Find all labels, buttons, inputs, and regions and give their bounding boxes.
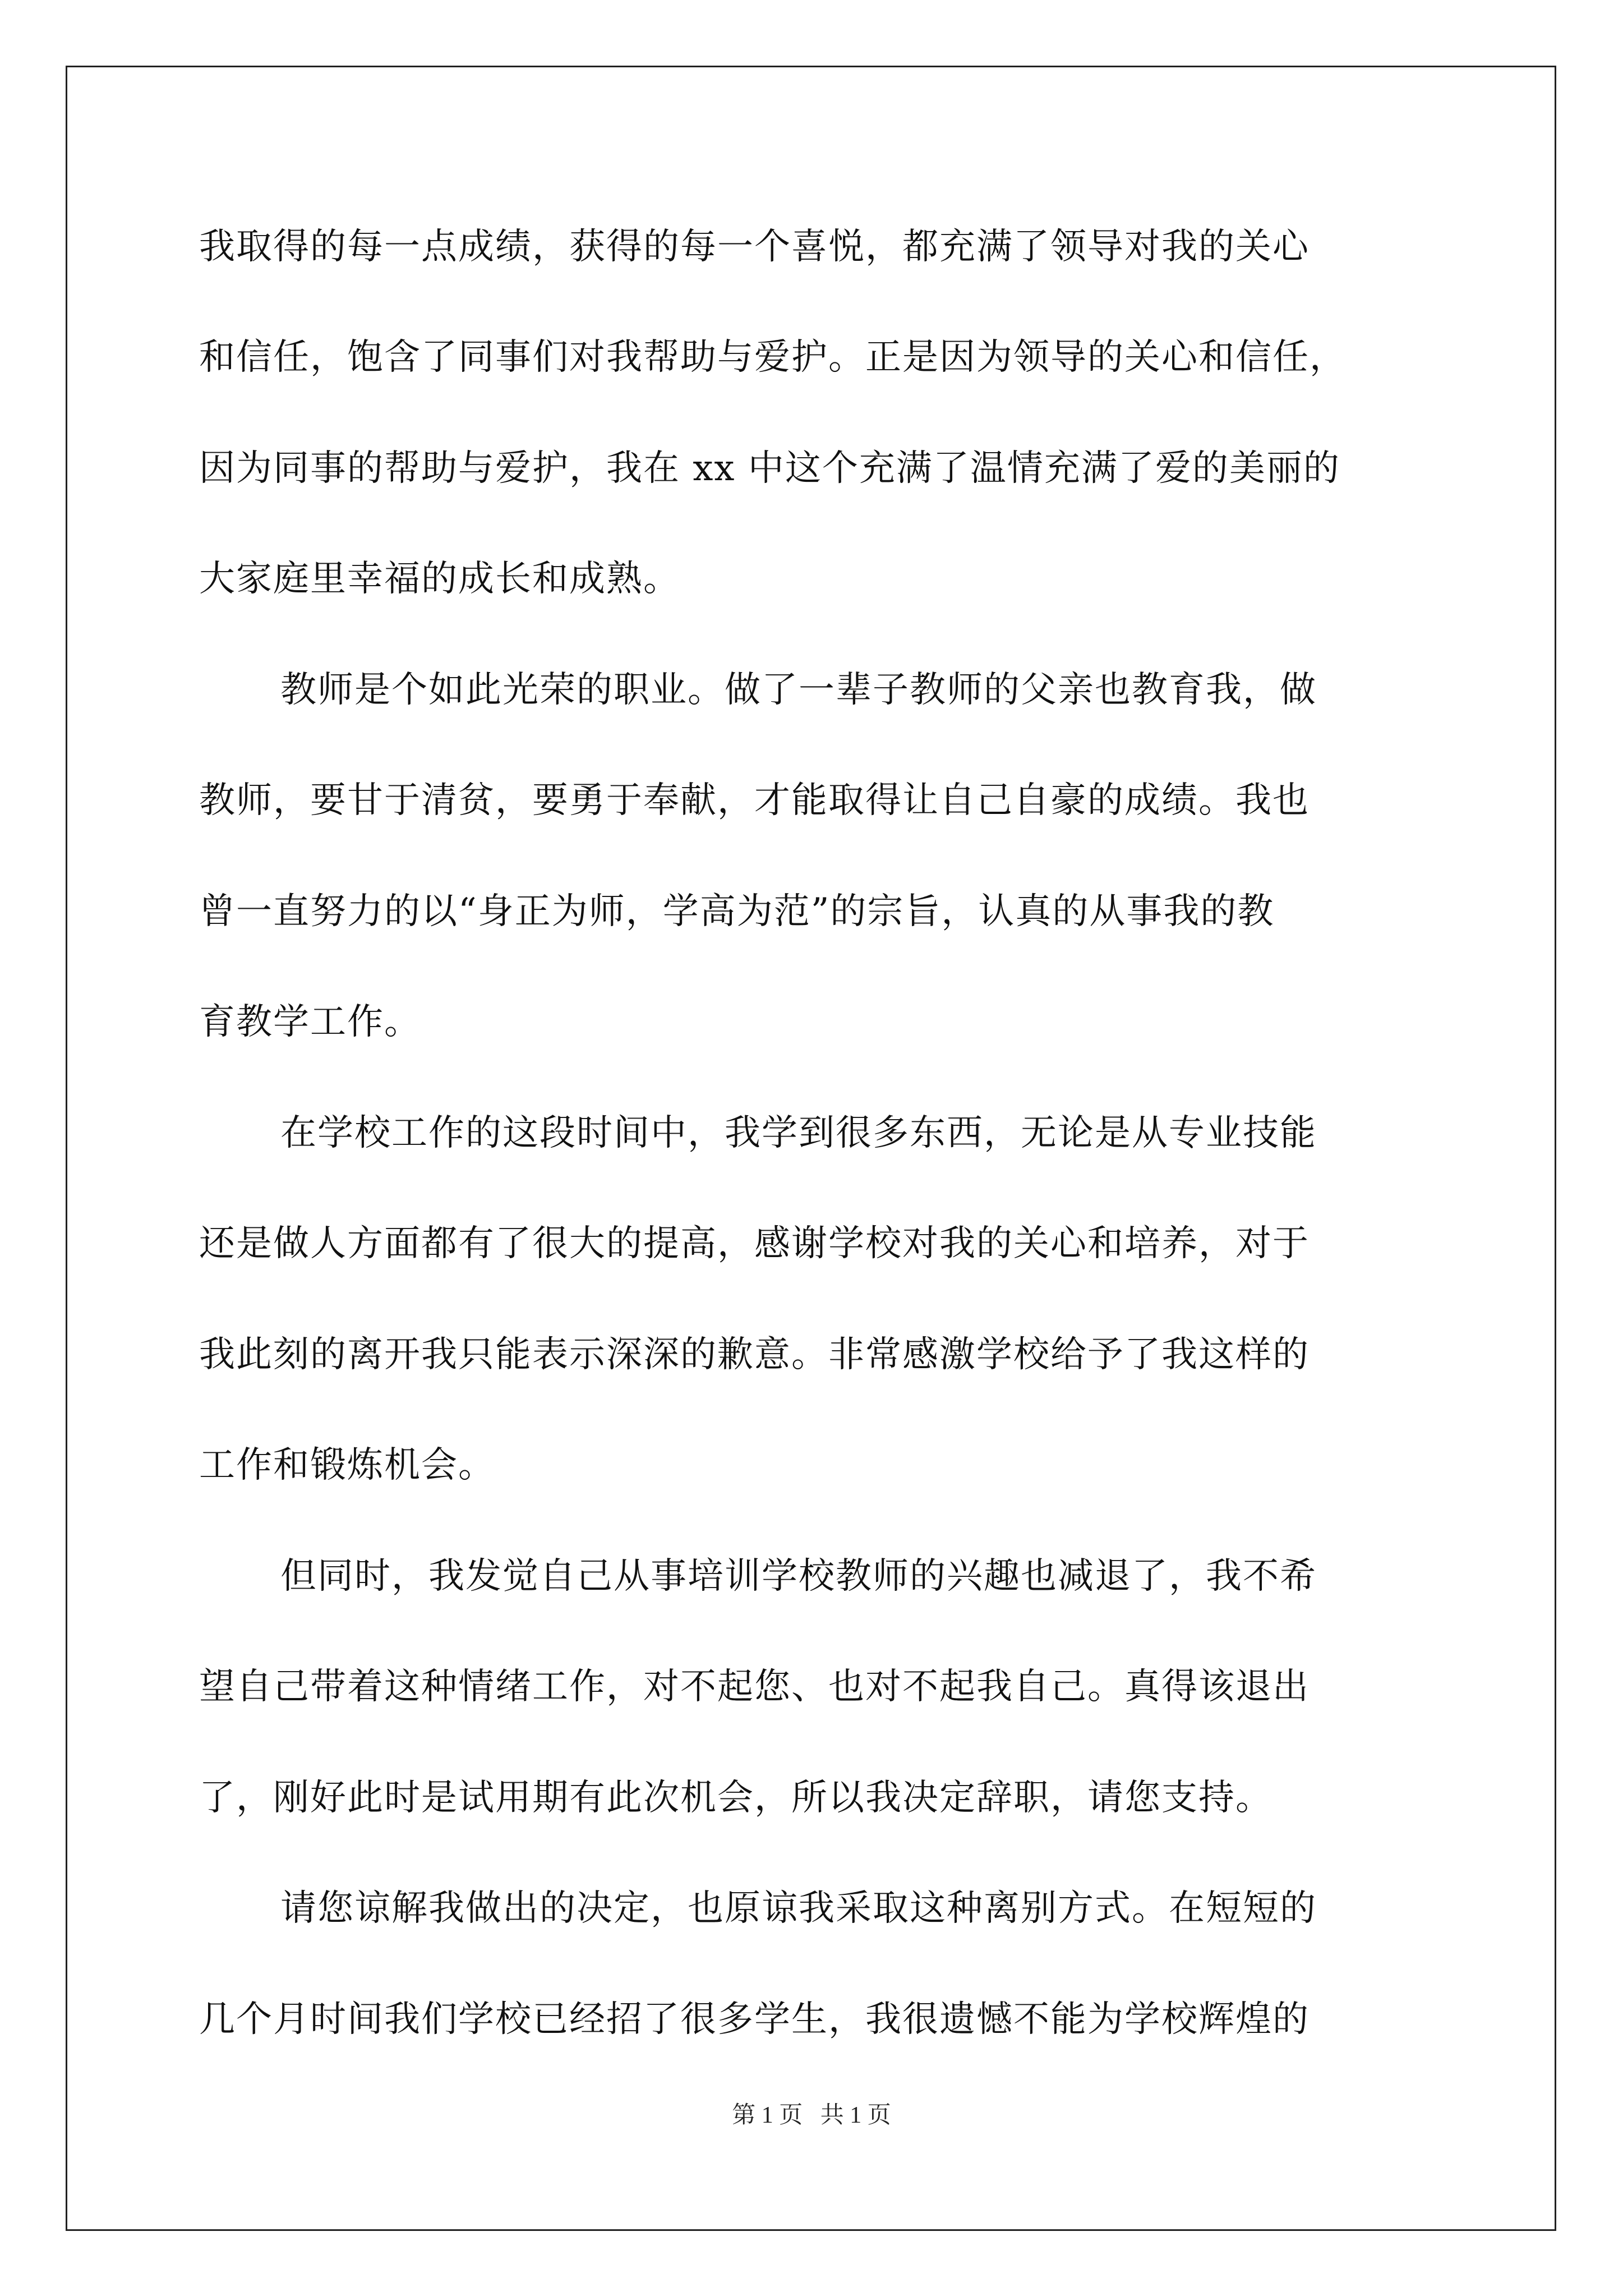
body-line: 请您谅解我做出的决定，也原谅我采取这种离别方式。在短短的 [280,1888,1317,1929]
body-line: 和信任，饱含了同事们对我帮助与爱护。正是因为领导的关心和信任， [199,337,1347,378]
body-line: 还是做人方面都有了很大的提高，感谢学校对我的关心和培养，对于 [199,1223,1310,1264]
body-line: 因为同事的帮助与爱护，我在 xx 中这个充满了温情充满了爱的美丽的 [199,448,1340,489]
body-line: 在学校工作的这段时间中，我学到很多东西，无论是从专业技能 [280,1112,1317,1154]
body-line: 了，刚好此时是试用期有此次机会，所以我决定辞职，请您支持。 [199,1777,1272,1819]
body-line: 我此刻的离开我只能表示深深的歉意。非常感激学校给予了我这样的 [199,1334,1310,1375]
body-line: 大家庭里幸福的成长和成熟。 [199,558,680,600]
body-line: 望自己带着这种情绪工作，对不起您、也对不起我自己。真得该退出 [199,1666,1310,1708]
body-line: 我取得的每一点成绩，获得的每一个喜悦，都充满了领导对我的关心 [199,226,1310,268]
page-footer: 第 1 页 共 1 页 [732,2102,891,2128]
body-line: 教师，要甘于清贫，要勇于奉献，才能取得让自己自豪的成绩。我也 [199,780,1310,821]
body-line: 几个月时间我们学校已经招了很多学生，我很遗憾不能为学校辉煌的 [199,1999,1310,2040]
body-line: 工作和锻炼机会。 [199,1444,495,1486]
body-line: 曾一直努力的以“身正为师，学高为范”的宗旨，认真的从事我的教 [199,891,1275,932]
body-line: 但同时，我发觉自己从事培训学校教师的兴趣也减退了，我不希 [280,1556,1317,1597]
body-line: 教师是个如此光荣的职业。做了一辈子教师的父亲也教育我，做 [280,669,1317,711]
body-line: 育教学工作。 [199,1001,421,1043]
